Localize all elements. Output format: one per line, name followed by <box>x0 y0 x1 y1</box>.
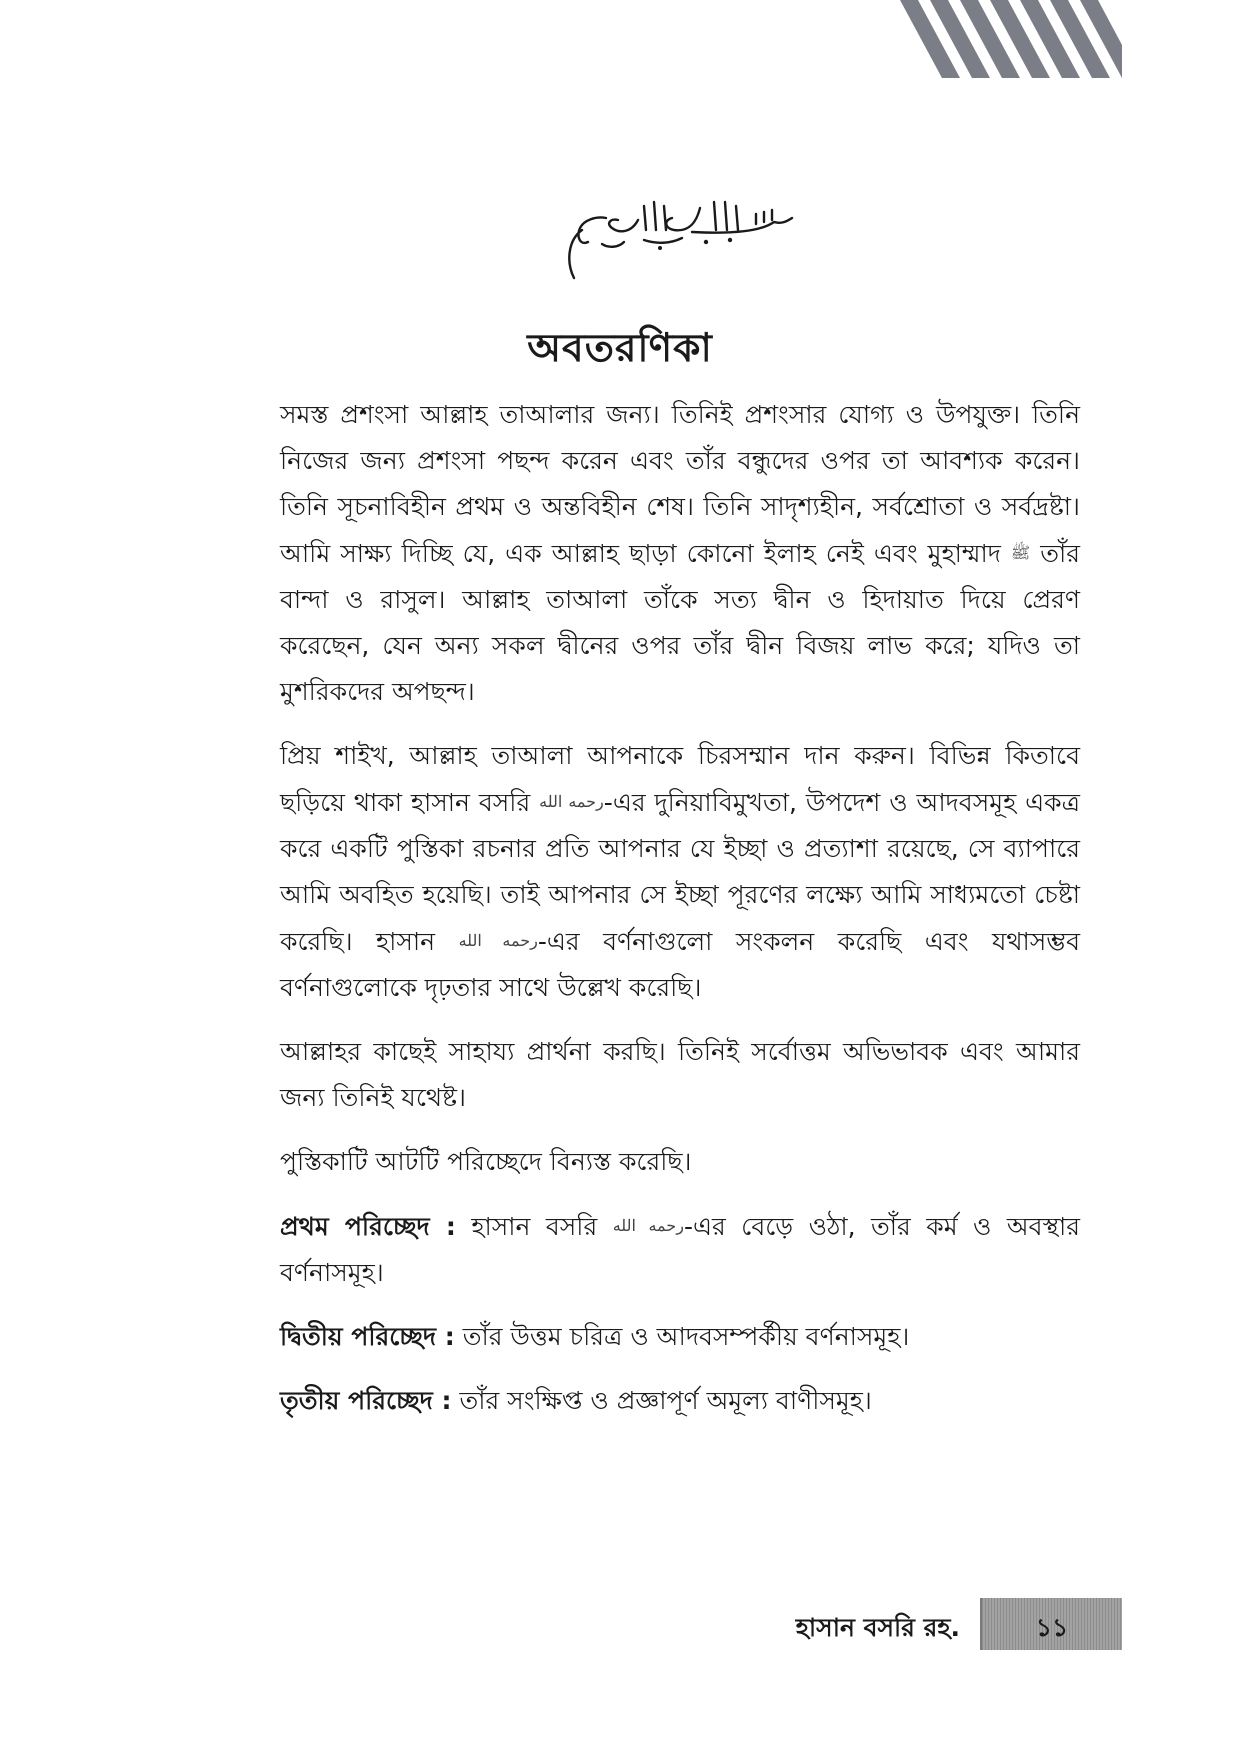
paragraph-text: তাঁর বান্দা ও রাসুল। আল্লাহ তাআলা তাঁকে সত্য দ্বীন ও হিদায়াত দিয়ে প্রেরণ করেছেন, যেন অন্য সকল দ্বীনের ওপর তাঁর দ্বীন বিজয় লাভ করে; যদিও তা মুশরিকদের অপছন্দ। <box>280 539 1080 706</box>
paragraph-text: প্রিয় শাইখ, আল্লাহ তাআলা আপনাকে চিরসম্মান দান করুন। বিভিন্ন কিতাবে ছড়িয়ে থাকা হাসান বসরি <box>280 741 1080 817</box>
rahimahullah-honorific-mark: رحمه الله <box>458 931 538 950</box>
paragraph-text: -এর বেড়ে ওঠা, তাঁর কর্ম ও অবস্থার বর্ণনাসমূহ। <box>280 1212 1081 1287</box>
salawat-honorific-mark: ﷺ <box>1010 543 1031 562</box>
paragraph-supplication <box>280 1029 1080 1121</box>
paragraph-text: পুস্তিকাটি আটটি পরিচ্ছেদে বিন্যস্ত করেছি। <box>280 1147 692 1176</box>
paragraph-text: তাঁর উত্তম চরিত্র ও আদবসম্পর্কীয় বর্ণনাসমূহ। <box>454 1322 910 1351</box>
paragraph-text: আল্লাহর কাছেই সাহায্য প্রার্থনা করছি। তিনিই সর্বোত্তম অভিভাবক এবং আমার জন্য তিনিই যথেষ্ট। <box>280 1037 1080 1112</box>
chapter-label: দ্বিতীয় পরিচ্ছেদ : <box>280 1322 455 1351</box>
paragraph-chapter-three <box>280 1378 1080 1424</box>
chapter-label: প্রথম পরিচ্ছেদ : <box>280 1212 456 1241</box>
bismillah-calligraphy <box>560 196 800 292</box>
running-footer-title: হাসান বসরি রহ. <box>795 1613 960 1642</box>
paragraph-text: সমস্ত প্রশংসা আল্লাহ তাআলার জন্য। তিনিই প্রশংসার যোগ্য ও উপযুক্ত। তিনি নিজের জন্য প্রশংসা পছন্দ করেন এবং তাঁর বন্ধুদের ওপর তা আবশ্যক করেন। তিনি সূচনাবিহীন প্রথম ও অন্তবিহীন শেষ। তিনি সাদৃশ্যহীন, সর্বশ্রোতা ও সর্বদ্রষ্টা। আমি সাক্ষ্য দিচ্ছি যে, এক আল্লাহ ছাড়া কোনো ইলাহ নেই এবং মুহাম্মাদ <box>280 400 1080 568</box>
paragraph-text: -এর দুনিয়াবিমুখতা, উপদেশ ও আদবসমূহ একত্র করে একটি পুস্তিকা রচনার প্রতি আপনার যে ইচ্ছা ও প্রত্যাশা রয়েছে, সে ব্যাপারে আমি অবহিত হয়েছি। তাই আপনার সে ইচ্ছা পূরণের লক্ষ্যে আমি সাধ্যমতো চেষ্টা করেছি। হাসান <box>280 788 1081 956</box>
paragraph-text: তাঁর সংক্ষিপ্ত ও প্রজ্ঞাপূর্ণ অমূল্য বাণীসমূহ। <box>451 1386 872 1415</box>
rahimahullah-honorific-mark: رحمه الله <box>539 792 604 811</box>
paragraph-structure-intro <box>280 1139 1080 1185</box>
paragraph-praise <box>280 392 1080 715</box>
paragraph-text: -এর বর্ণনাগুলো সংকলন করেছি এবং যথাসম্ভব বর্ণনাগুলোকে দৃঢ়তার সাথে উল্লেখ করেছি। <box>280 927 1080 1002</box>
paragraph-text: হাসান বসরি <box>455 1212 598 1241</box>
body-text <box>280 392 1080 1442</box>
page-number: ১১ <box>1035 1613 1069 1642</box>
paragraph-chapter-two <box>280 1314 1080 1360</box>
paragraph-chapter-one <box>280 1203 1080 1296</box>
page-footer <box>0 1598 1240 1650</box>
chapter-label: তৃতীয় পরিচ্ছেদ : <box>280 1386 452 1415</box>
corner-stripes-decoration <box>900 0 1140 78</box>
page-number-box <box>980 1598 1122 1650</box>
chapter-title: অবতরণিকা <box>527 325 713 371</box>
paragraph-request <box>280 733 1080 1011</box>
rahimahullah-honorific-mark: رحمه الله <box>612 1216 684 1235</box>
